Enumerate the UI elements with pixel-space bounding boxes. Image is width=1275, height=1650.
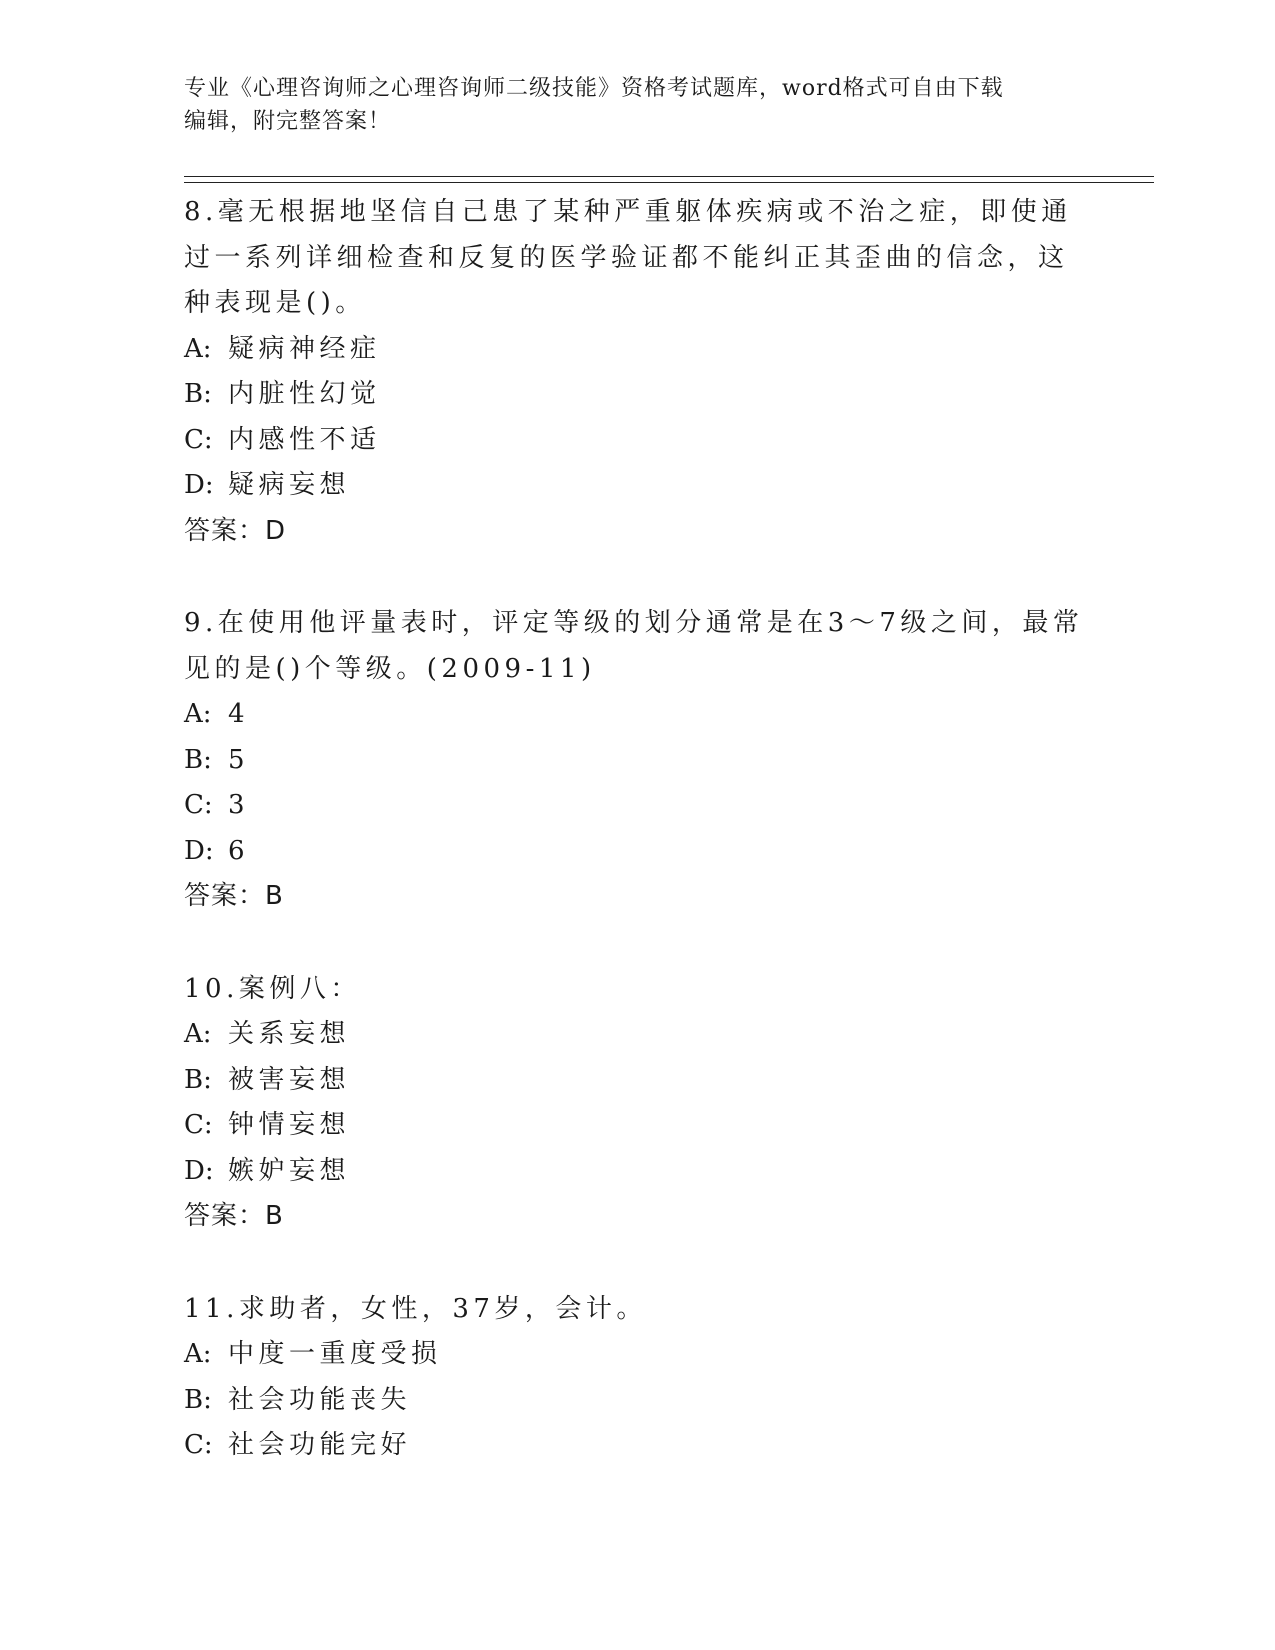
option-d [184, 463, 1084, 509]
option-label: B: [184, 1064, 212, 1095]
option-text: 被害妄想 [228, 1064, 351, 1095]
question-text: 8.毫无根据地坚信自己患了某种严重躯体疾病或不治之症，即使通过一系列详细检查和反复的医学验证都不能纠正其歪曲的信念，这种表现是()。 [184, 197, 1072, 318]
option-c [184, 783, 1084, 829]
option-label: C: [184, 424, 213, 455]
question-list [184, 190, 1084, 1516]
option-label: B: [184, 379, 212, 409]
option-label: D: [184, 835, 214, 866]
option-b [184, 1058, 1084, 1104]
option-text: 中度一重度受损 [228, 1339, 442, 1369]
answer-line: 答案：B [184, 881, 284, 911]
option-b [184, 1378, 1084, 1424]
option-text: 疑病妄想 [228, 470, 351, 500]
option-c [184, 418, 1084, 464]
option-label: D: [184, 1155, 214, 1186]
option-text: 疑病神经症 [228, 333, 381, 364]
option-text: 嫉妒妄想 [228, 1155, 351, 1186]
option-label: C: [184, 790, 213, 820]
option-c [184, 1103, 1084, 1149]
option-text: 钟情妄想 [228, 1110, 351, 1140]
question-text: 9.在使用他评量表时，评定等级的划分通常是在3～7级之间，最常见的是()个等级。(2009-11) [184, 608, 1084, 684]
option-text: 6 [228, 835, 250, 866]
option-a [184, 692, 1084, 738]
header-line-1: 专业《心理咨询师之心理咨询师二级技能》资格考试题库，word格式可自由下载 [184, 76, 1004, 101]
question-item [184, 1287, 1084, 1469]
option-text: 社会功能完好 [228, 1430, 412, 1460]
option-text: 5 [228, 744, 250, 775]
option-b [184, 372, 1084, 418]
option-d [184, 1149, 1084, 1195]
option-label: C: [184, 1110, 213, 1140]
option-text: 内感性不适 [228, 424, 381, 455]
header-divider-bottom [184, 182, 1154, 183]
option-label: A: [184, 699, 212, 729]
question-item [184, 190, 1084, 554]
option-label: B: [184, 744, 212, 775]
option-label: B: [184, 1384, 212, 1415]
option-d [184, 829, 1084, 875]
header-line-2: 编辑，附完整答案！ [184, 109, 392, 134]
option-a [184, 327, 1084, 373]
option-text: 关系妄想 [228, 1019, 351, 1049]
option-text: 社会功能丧失 [228, 1384, 412, 1415]
option-a [184, 1012, 1084, 1058]
option-text: 3 [228, 790, 250, 820]
option-label: A: [184, 1339, 212, 1369]
answer-line: 答案：B [184, 1201, 284, 1231]
option-label: A: [184, 333, 212, 364]
option-b [184, 738, 1084, 784]
option-text: 4 [228, 699, 250, 729]
option-label: C: [184, 1430, 213, 1460]
question-text: 11.求助者，女性，37岁，会计。 [184, 1293, 647, 1324]
question-item [184, 967, 1084, 1240]
option-a [184, 1332, 1084, 1378]
question-text: 10.案例八： [184, 973, 361, 1004]
option-label: A: [184, 1019, 212, 1049]
question-item [184, 601, 1084, 920]
option-c [184, 1423, 1084, 1469]
option-text: 内脏性幻觉 [228, 379, 381, 409]
document-header [184, 72, 1064, 138]
answer-line: 答案：D [184, 515, 287, 546]
header-divider-top [184, 176, 1154, 177]
option-label: D: [184, 470, 214, 500]
